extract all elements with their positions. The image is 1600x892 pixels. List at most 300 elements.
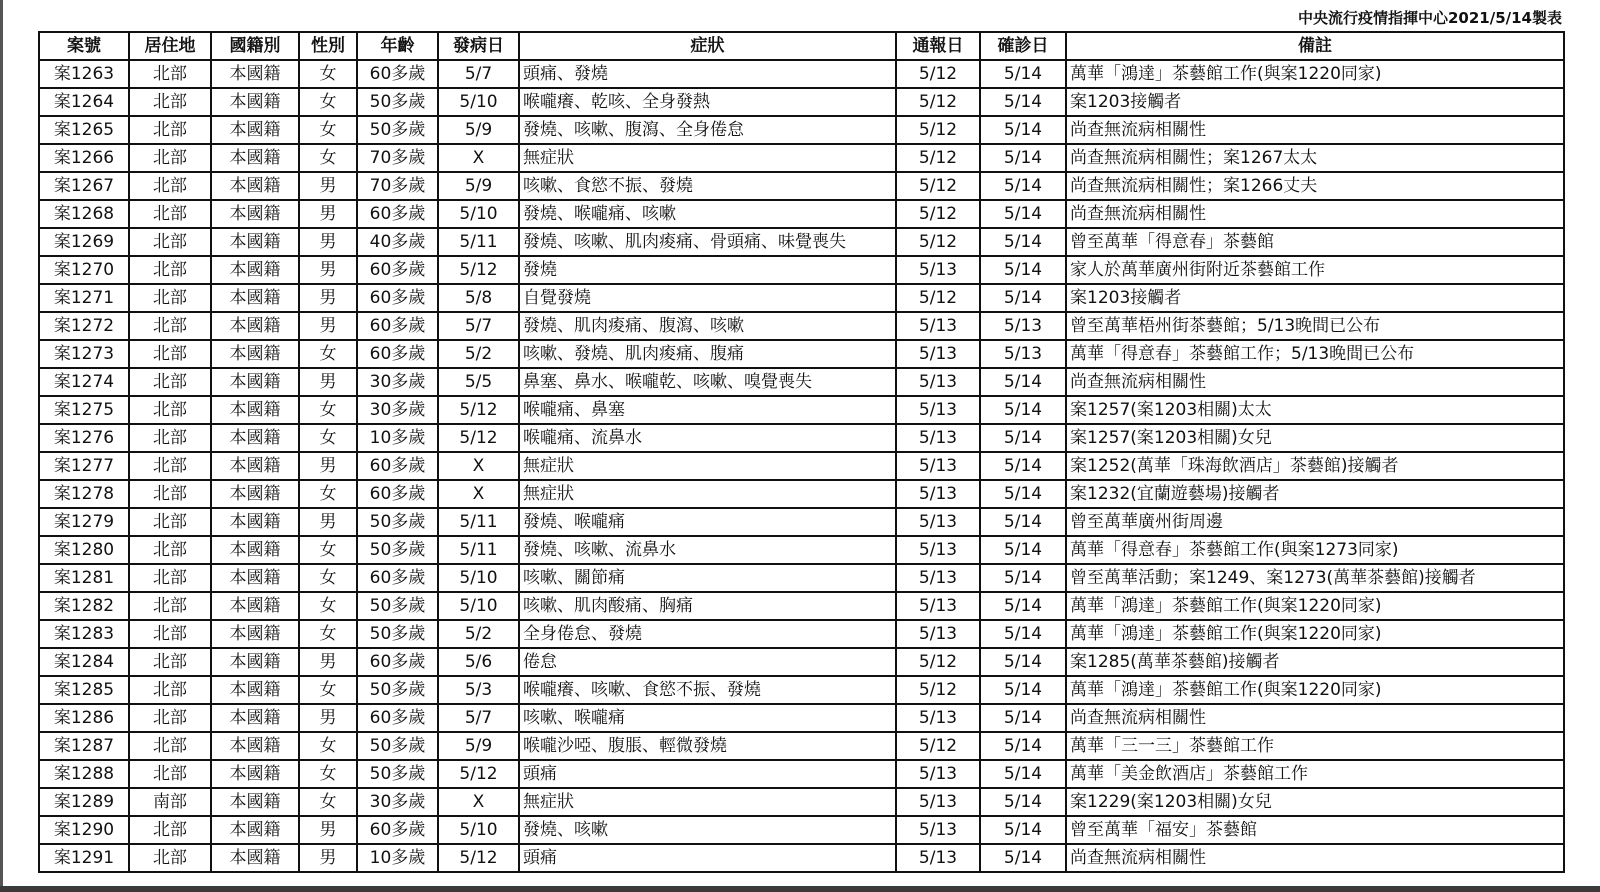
cell-nationality: 本國籍 [211, 368, 299, 396]
cell-onset: 5/10 [438, 816, 519, 844]
cell-age: 50多歲 [357, 620, 438, 648]
cell-case-no: 案1288 [39, 760, 129, 788]
cell-age: 60多歲 [357, 60, 438, 88]
table-row [39, 144, 1564, 172]
cell-report-date: 5/12 [896, 144, 980, 172]
col-header-case-no: 案號 [39, 32, 129, 60]
cell-onset: 5/11 [438, 508, 519, 536]
col-header-symptoms: 症狀 [519, 32, 896, 60]
cell-age: 50多歲 [357, 88, 438, 116]
table-row [39, 60, 1564, 88]
cell-case-no: 案1280 [39, 536, 129, 564]
cell-notes: 曾至萬華活動；案1249、案1273(萬華茶藝館)接觸者 [1066, 564, 1564, 592]
cell-sex: 女 [299, 340, 357, 368]
cell-confirm-date: 5/14 [980, 480, 1066, 508]
cell-symptoms: 發燒、咳嗽、肌肉痠痛、骨頭痛、味覺喪失 [519, 228, 896, 256]
cell-residence: 北部 [129, 704, 211, 732]
cell-report-date: 5/12 [896, 228, 980, 256]
table-row [39, 844, 1564, 872]
cell-case-no: 案1270 [39, 256, 129, 284]
cell-notes: 尚查無流病相關性 [1066, 844, 1564, 872]
cell-residence: 北部 [129, 564, 211, 592]
cell-sex: 女 [299, 480, 357, 508]
cell-notes: 尚查無流病相關性；案1267太太 [1066, 144, 1564, 172]
cell-onset: 5/10 [438, 88, 519, 116]
cell-onset: 5/5 [438, 368, 519, 396]
cell-age: 30多歲 [357, 788, 438, 816]
cell-symptoms: 咳嗽、發燒、肌肉痠痛、腹痛 [519, 340, 896, 368]
cell-confirm-date: 5/14 [980, 200, 1066, 228]
cell-nationality: 本國籍 [211, 284, 299, 312]
cell-nationality: 本國籍 [211, 816, 299, 844]
cell-report-date: 5/13 [896, 452, 980, 480]
cell-onset: 5/2 [438, 340, 519, 368]
cell-age: 60多歲 [357, 452, 438, 480]
col-header-nationality: 國籍別 [211, 32, 299, 60]
cell-confirm-date: 5/14 [980, 60, 1066, 88]
cell-residence: 北部 [129, 620, 211, 648]
cell-residence: 北部 [129, 816, 211, 844]
cell-report-date: 5/13 [896, 844, 980, 872]
cell-sex: 女 [299, 116, 357, 144]
cell-confirm-date: 5/14 [980, 676, 1066, 704]
cell-notes: 萬華「得意春」茶藝館工作；5/13晚間已公布 [1066, 340, 1564, 368]
cell-sex: 女 [299, 592, 357, 620]
cell-symptoms: 發燒 [519, 256, 896, 284]
cell-residence: 北部 [129, 256, 211, 284]
cell-onset: 5/7 [438, 312, 519, 340]
cell-case-no: 案1285 [39, 676, 129, 704]
cell-case-no: 案1275 [39, 396, 129, 424]
cell-confirm-date: 5/14 [980, 760, 1066, 788]
cell-nationality: 本國籍 [211, 340, 299, 368]
cell-nationality: 本國籍 [211, 228, 299, 256]
cell-nationality: 本國籍 [211, 732, 299, 760]
col-header-report-date: 通報日 [896, 32, 980, 60]
table-row [39, 592, 1564, 620]
table-row [39, 508, 1564, 536]
cell-confirm-date: 5/13 [980, 312, 1066, 340]
cell-age: 50多歲 [357, 732, 438, 760]
cell-symptoms: 發燒、咳嗽 [519, 816, 896, 844]
cell-residence: 北部 [129, 452, 211, 480]
table-row [39, 256, 1564, 284]
cell-notes: 尚查無流病相關性 [1066, 200, 1564, 228]
cell-report-date: 5/13 [896, 620, 980, 648]
cell-sex: 女 [299, 620, 357, 648]
cell-case-no: 案1276 [39, 424, 129, 452]
cell-onset: 5/12 [438, 844, 519, 872]
cell-sex: 男 [299, 508, 357, 536]
cell-confirm-date: 5/14 [980, 452, 1066, 480]
cell-symptoms: 自覺發燒 [519, 284, 896, 312]
cell-symptoms: 喉嚨痛、鼻塞 [519, 396, 896, 424]
cell-notes: 尚查無流病相關性 [1066, 368, 1564, 396]
table-row [39, 284, 1564, 312]
cell-symptoms: 倦怠 [519, 648, 896, 676]
cell-symptoms: 發燒、咳嗽、腹瀉、全身倦怠 [519, 116, 896, 144]
cell-notes: 案1257(案1203相關)太太 [1066, 396, 1564, 424]
cell-nationality: 本國籍 [211, 144, 299, 172]
cell-confirm-date: 5/14 [980, 256, 1066, 284]
cell-age: 70多歲 [357, 172, 438, 200]
cell-report-date: 5/12 [896, 116, 980, 144]
cell-residence: 南部 [129, 788, 211, 816]
cell-sex: 男 [299, 648, 357, 676]
cell-onset: 5/10 [438, 200, 519, 228]
cell-notes: 案1232(宜蘭遊藝場)接觸者 [1066, 480, 1564, 508]
cell-case-no: 案1284 [39, 648, 129, 676]
cell-age: 60多歲 [357, 340, 438, 368]
cell-notes: 家人於萬華廣州街附近茶藝館工作 [1066, 256, 1564, 284]
cell-nationality: 本國籍 [211, 592, 299, 620]
cell-notes: 尚查無流病相關性 [1066, 704, 1564, 732]
cell-confirm-date: 5/14 [980, 368, 1066, 396]
cell-confirm-date: 5/14 [980, 732, 1066, 760]
cell-report-date: 5/13 [896, 760, 980, 788]
cell-sex: 女 [299, 424, 357, 452]
col-header-onset: 發病日 [438, 32, 519, 60]
cell-residence: 北部 [129, 396, 211, 424]
cell-notes: 案1229(案1203相關)女兒 [1066, 788, 1564, 816]
cell-nationality: 本國籍 [211, 256, 299, 284]
cell-report-date: 5/13 [896, 480, 980, 508]
cell-symptoms: 喉嚨沙啞、腹脹、輕微發燒 [519, 732, 896, 760]
cell-age: 60多歲 [357, 648, 438, 676]
cell-case-no: 案1278 [39, 480, 129, 508]
cell-residence: 北部 [129, 760, 211, 788]
table-row [39, 760, 1564, 788]
table-row [39, 732, 1564, 760]
cell-case-no: 案1265 [39, 116, 129, 144]
cell-onset: 5/9 [438, 116, 519, 144]
cell-report-date: 5/12 [896, 648, 980, 676]
cell-nationality: 本國籍 [211, 424, 299, 452]
cell-residence: 北部 [129, 172, 211, 200]
cell-age: 60多歲 [357, 816, 438, 844]
cell-residence: 北部 [129, 116, 211, 144]
cell-onset: 5/12 [438, 396, 519, 424]
col-header-sex: 性別 [299, 32, 357, 60]
cell-report-date: 5/12 [896, 172, 980, 200]
cell-age: 60多歲 [357, 480, 438, 508]
cell-nationality: 本國籍 [211, 564, 299, 592]
table-row [39, 340, 1564, 368]
table-row [39, 200, 1564, 228]
cell-onset: 5/12 [438, 424, 519, 452]
cell-age: 70多歲 [357, 144, 438, 172]
cell-case-no: 案1271 [39, 284, 129, 312]
cell-residence: 北部 [129, 340, 211, 368]
cell-sex: 男 [299, 816, 357, 844]
cell-case-no: 案1266 [39, 144, 129, 172]
table-row [39, 452, 1564, 480]
cell-symptoms: 咳嗽、食慾不振、發燒 [519, 172, 896, 200]
cell-onset: 5/2 [438, 620, 519, 648]
cell-case-no: 案1291 [39, 844, 129, 872]
cell-confirm-date: 5/14 [980, 844, 1066, 872]
cell-age: 50多歲 [357, 536, 438, 564]
cell-case-no: 案1273 [39, 340, 129, 368]
cell-confirm-date: 5/14 [980, 144, 1066, 172]
cell-notes: 案1257(案1203相關)女兒 [1066, 424, 1564, 452]
cell-sex: 男 [299, 312, 357, 340]
cell-symptoms: 發燒、肌肉痠痛、腹瀉、咳嗽 [519, 312, 896, 340]
cell-residence: 北部 [129, 732, 211, 760]
cell-case-no: 案1282 [39, 592, 129, 620]
col-header-age: 年齡 [357, 32, 438, 60]
cell-age: 10多歲 [357, 844, 438, 872]
cell-symptoms: 無症狀 [519, 144, 896, 172]
cell-case-no: 案1267 [39, 172, 129, 200]
cell-notes: 曾至萬華梧州街茶藝館；5/13晚間已公布 [1066, 312, 1564, 340]
cell-nationality: 本國籍 [211, 760, 299, 788]
cell-notes: 案1285(萬華茶藝館)接觸者 [1066, 648, 1564, 676]
cell-nationality: 本國籍 [211, 452, 299, 480]
cell-confirm-date: 5/14 [980, 396, 1066, 424]
cell-case-no: 案1283 [39, 620, 129, 648]
table-row [39, 424, 1564, 452]
cell-residence: 北部 [129, 424, 211, 452]
cell-onset: 5/11 [438, 536, 519, 564]
table-row [39, 704, 1564, 732]
cell-nationality: 本國籍 [211, 788, 299, 816]
cell-onset: 5/10 [438, 564, 519, 592]
cell-sex: 女 [299, 564, 357, 592]
cell-confirm-date: 5/14 [980, 816, 1066, 844]
cell-symptoms: 無症狀 [519, 480, 896, 508]
cell-age: 50多歲 [357, 676, 438, 704]
cell-report-date: 5/13 [896, 424, 980, 452]
cell-notes: 案1252(萬華「珠海飲酒店」茶藝館)接觸者 [1066, 452, 1564, 480]
col-header-residence: 居住地 [129, 32, 211, 60]
cell-onset: 5/3 [438, 676, 519, 704]
cell-sex: 男 [299, 172, 357, 200]
table-row [39, 368, 1564, 396]
cell-nationality: 本國籍 [211, 648, 299, 676]
cell-symptoms: 鼻塞、鼻水、喉嚨乾、咳嗽、嗅覺喪失 [519, 368, 896, 396]
table-row [39, 480, 1564, 508]
cell-case-no: 案1268 [39, 200, 129, 228]
cell-symptoms: 咳嗽、喉嚨痛 [519, 704, 896, 732]
cell-report-date: 5/12 [896, 676, 980, 704]
cell-onset: X [438, 788, 519, 816]
cell-nationality: 本國籍 [211, 620, 299, 648]
cell-residence: 北部 [129, 592, 211, 620]
cell-symptoms: 發燒、喉嚨痛 [519, 508, 896, 536]
cell-notes: 萬華「鴻達」茶藝館工作(與案1220同家) [1066, 620, 1564, 648]
cell-age: 60多歲 [357, 256, 438, 284]
header-note: 中央流行疫情指揮中心2021/5/14製表 [1297, 9, 1562, 27]
col-header-notes: 備註 [1066, 32, 1564, 60]
cell-confirm-date: 5/14 [980, 116, 1066, 144]
cell-age: 60多歲 [357, 284, 438, 312]
table-row [39, 88, 1564, 116]
cell-sex: 女 [299, 144, 357, 172]
cell-age: 50多歲 [357, 116, 438, 144]
cell-residence: 北部 [129, 844, 211, 872]
cell-report-date: 5/13 [896, 788, 980, 816]
cell-case-no: 案1289 [39, 788, 129, 816]
cell-onset: 5/8 [438, 284, 519, 312]
cell-residence: 北部 [129, 228, 211, 256]
cell-residence: 北部 [129, 648, 211, 676]
cell-residence: 北部 [129, 508, 211, 536]
table-header-row [39, 32, 1564, 60]
cell-age: 40多歲 [357, 228, 438, 256]
cell-nationality: 本國籍 [211, 536, 299, 564]
cell-onset: 5/10 [438, 592, 519, 620]
cell-notes: 案1203接觸者 [1066, 88, 1564, 116]
cell-age: 30多歲 [357, 396, 438, 424]
cell-confirm-date: 5/13 [980, 340, 1066, 368]
cell-symptoms: 頭痛 [519, 760, 896, 788]
cell-sex: 女 [299, 396, 357, 424]
cell-age: 50多歲 [357, 592, 438, 620]
cell-residence: 北部 [129, 284, 211, 312]
cell-symptoms: 喉嚨癢、乾咳、全身發熱 [519, 88, 896, 116]
cell-report-date: 5/13 [896, 536, 980, 564]
table-row [39, 788, 1564, 816]
cell-onset: 5/6 [438, 648, 519, 676]
cell-notes: 尚查無流病相關性；案1266丈夫 [1066, 172, 1564, 200]
cell-sex: 男 [299, 284, 357, 312]
col-header-confirm-date: 確診日 [980, 32, 1066, 60]
cell-case-no: 案1279 [39, 508, 129, 536]
cell-residence: 北部 [129, 60, 211, 88]
cell-confirm-date: 5/14 [980, 648, 1066, 676]
cell-case-no: 案1286 [39, 704, 129, 732]
table-row [39, 228, 1564, 256]
cell-residence: 北部 [129, 312, 211, 340]
cell-report-date: 5/13 [896, 592, 980, 620]
cell-confirm-date: 5/14 [980, 620, 1066, 648]
cell-notes: 尚查無流病相關性 [1066, 116, 1564, 144]
cell-report-date: 5/12 [896, 88, 980, 116]
cell-notes: 萬華「三一三」茶藝館工作 [1066, 732, 1564, 760]
cell-symptoms: 喉嚨痛、流鼻水 [519, 424, 896, 452]
cell-onset: 5/11 [438, 228, 519, 256]
cell-age: 60多歲 [357, 312, 438, 340]
cell-onset: 5/7 [438, 704, 519, 732]
cell-notes: 萬華「鴻達」茶藝館工作(與案1220同家) [1066, 592, 1564, 620]
cell-symptoms: 無症狀 [519, 788, 896, 816]
bottom-border [0, 886, 1600, 892]
case-table [38, 31, 1565, 873]
cell-report-date: 5/13 [896, 508, 980, 536]
cell-nationality: 本國籍 [211, 172, 299, 200]
cell-case-no: 案1272 [39, 312, 129, 340]
cell-nationality: 本國籍 [211, 396, 299, 424]
cell-nationality: 本國籍 [211, 88, 299, 116]
cell-nationality: 本國籍 [211, 60, 299, 88]
cell-report-date: 5/13 [896, 312, 980, 340]
cell-symptoms: 咳嗽、肌肉酸痛、胸痛 [519, 592, 896, 620]
cell-sex: 男 [299, 452, 357, 480]
cell-nationality: 本國籍 [211, 844, 299, 872]
cell-onset: X [438, 144, 519, 172]
cell-nationality: 本國籍 [211, 676, 299, 704]
cell-notes: 萬華「鴻達」茶藝館工作(與案1220同家) [1066, 676, 1564, 704]
cell-symptoms: 喉嚨癢、咳嗽、食慾不振、發燒 [519, 676, 896, 704]
cell-residence: 北部 [129, 88, 211, 116]
cell-sex: 女 [299, 788, 357, 816]
cell-confirm-date: 5/14 [980, 788, 1066, 816]
table-row [39, 116, 1564, 144]
cell-confirm-date: 5/14 [980, 564, 1066, 592]
table-row [39, 648, 1564, 676]
cell-case-no: 案1277 [39, 452, 129, 480]
cell-nationality: 本國籍 [211, 704, 299, 732]
table-row [39, 312, 1564, 340]
cell-nationality: 本國籍 [211, 480, 299, 508]
cell-nationality: 本國籍 [211, 312, 299, 340]
cell-residence: 北部 [129, 676, 211, 704]
cell-report-date: 5/13 [896, 396, 980, 424]
table-row [39, 620, 1564, 648]
cell-confirm-date: 5/14 [980, 228, 1066, 256]
cell-residence: 北部 [129, 536, 211, 564]
cell-onset: 5/9 [438, 172, 519, 200]
table-row [39, 676, 1564, 704]
cell-notes: 萬華「得意春」茶藝館工作(與案1273同家) [1066, 536, 1564, 564]
cell-residence: 北部 [129, 480, 211, 508]
table-row [39, 172, 1564, 200]
cell-onset: 5/9 [438, 732, 519, 760]
cell-residence: 北部 [129, 200, 211, 228]
cell-notes: 曾至萬華廣州街周邊 [1066, 508, 1564, 536]
cell-report-date: 5/13 [896, 704, 980, 732]
cell-residence: 北部 [129, 144, 211, 172]
cell-age: 30多歲 [357, 368, 438, 396]
cell-symptoms: 頭痛、發燒 [519, 60, 896, 88]
cell-case-no: 案1263 [39, 60, 129, 88]
cell-report-date: 5/13 [896, 256, 980, 284]
cell-onset: 5/7 [438, 60, 519, 88]
cell-confirm-date: 5/14 [980, 88, 1066, 116]
cell-sex: 男 [299, 200, 357, 228]
cell-age: 60多歲 [357, 564, 438, 592]
table-row [39, 816, 1564, 844]
cell-age: 60多歲 [357, 200, 438, 228]
cell-residence: 北部 [129, 368, 211, 396]
cell-onset: X [438, 452, 519, 480]
cell-symptoms: 無症狀 [519, 452, 896, 480]
cell-case-no: 案1274 [39, 368, 129, 396]
cell-confirm-date: 5/14 [980, 172, 1066, 200]
cell-age: 10多歲 [357, 424, 438, 452]
cell-case-no: 案1287 [39, 732, 129, 760]
cell-report-date: 5/12 [896, 732, 980, 760]
cell-age: 50多歲 [357, 760, 438, 788]
cell-notes: 曾至萬華「得意春」茶藝館 [1066, 228, 1564, 256]
cell-sex: 男 [299, 704, 357, 732]
cell-case-no: 案1264 [39, 88, 129, 116]
cell-nationality: 本國籍 [211, 508, 299, 536]
cell-report-date: 5/12 [896, 284, 980, 312]
cell-report-date: 5/12 [896, 200, 980, 228]
cell-confirm-date: 5/14 [980, 704, 1066, 732]
cell-confirm-date: 5/14 [980, 592, 1066, 620]
cell-sex: 男 [299, 228, 357, 256]
cell-sex: 女 [299, 732, 357, 760]
cell-nationality: 本國籍 [211, 200, 299, 228]
cell-age: 50多歲 [357, 508, 438, 536]
cell-sex: 女 [299, 60, 357, 88]
cell-report-date: 5/13 [896, 340, 980, 368]
cell-confirm-date: 5/14 [980, 508, 1066, 536]
cell-sex: 女 [299, 676, 357, 704]
